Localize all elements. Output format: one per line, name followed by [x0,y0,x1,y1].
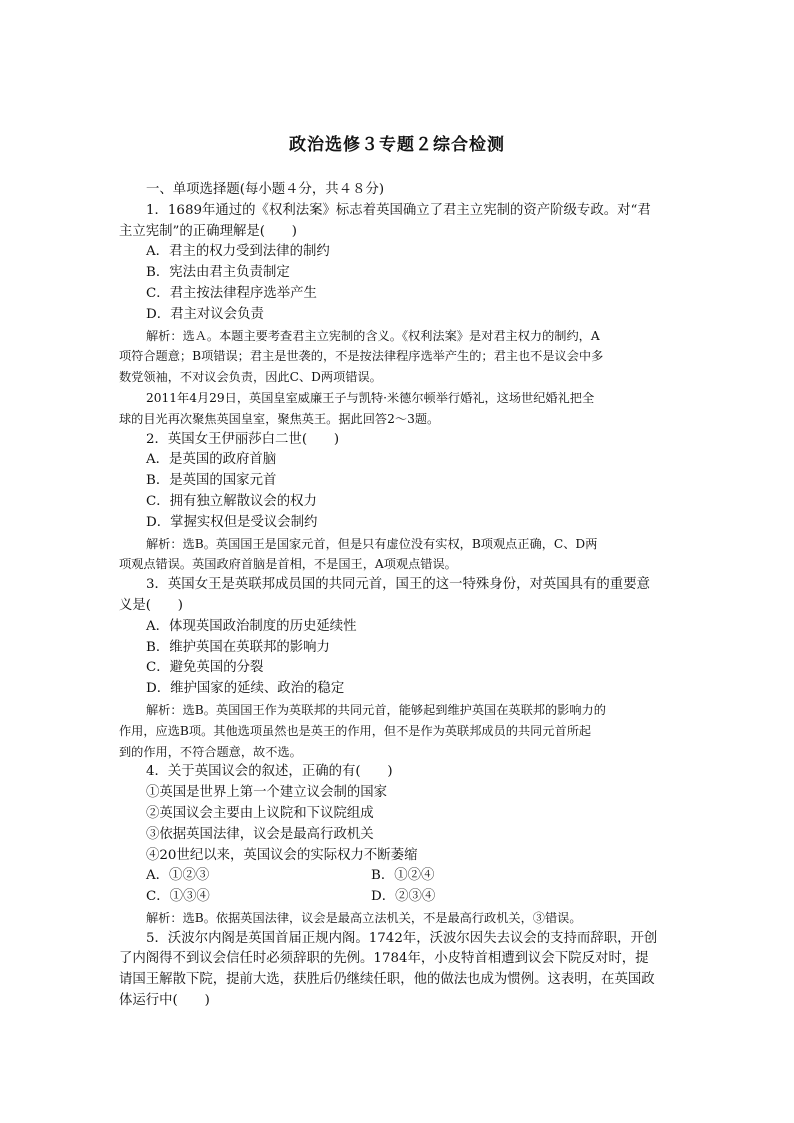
line-text: 4．关于英国议会的叙述，正确的有( ) [146,764,393,780]
line-text: 解析：选B。依据英国法律，议会是最高立法机关，不是最高行政机关，③错误。 [146,910,582,925]
line-text: ③依据英国法律，议会是最高行政机关 [146,826,374,842]
text-line [119,575,675,596]
text-line [119,450,675,471]
text-line [119,284,675,305]
text-line [119,596,675,617]
option-item: B．①②④ [371,868,435,884]
explanation-line [119,326,675,347]
text-line [119,658,675,679]
line-text: 解析：选Ａ。本题主要考查君主立宪制的含义。《权利法案》是对君主权力的制约，A [146,328,600,343]
explanation-line [119,554,675,575]
document-body [119,180,675,1012]
option-row [119,866,675,887]
text-line [119,430,675,451]
line-text: 2．英国女王伊丽莎白二世( ) [146,431,340,447]
explanation-line [119,908,675,929]
line-text: B．维护英国在英联邦的影响力 [146,639,330,655]
text-line [119,242,675,263]
line-text: 义是( ) [119,597,184,613]
line-text: B．是英国的国家元首 [146,473,277,489]
line-text: C．拥有独立解散议会的权力 [146,493,317,509]
line-text: 解析：选B。英国国王是国家元首，但是只有虚位没有实权，B项观点正确，C、D两 [146,536,598,551]
text-line [119,846,675,867]
line-text: 2011年4月29日，英国皇室威廉王子与凯特·米德尔顿举行婚礼，这场世纪婚礼把全 [146,390,595,405]
line-text: ④20世纪以来，英国议会的实际权力不断萎缩 [146,847,418,863]
explanation-line [119,388,675,409]
option-item: C．①③④ [146,889,210,905]
line-text: 3．英国女王是英联邦成员国的共同元首，国王的这一特殊身份，对英国具有的重要意 [146,577,650,593]
option-item: A．①②③ [146,868,210,884]
text-line [119,762,675,783]
explanation-line [119,534,675,555]
line-text: 5．沃波尔内阁是英国首届正规内阁。1742年，沃波尔因失去议会的支持而辞职，开创 [146,930,658,946]
text-line [119,513,675,534]
line-text: 体运行中( ) [119,993,210,1009]
line-text: ②英国议会主要由上议院和下议院组成 [146,805,374,821]
text-line [119,617,675,638]
explanation-line [119,367,675,388]
line-text: ①英国是世界上第一个建立议会制的国家 [146,785,388,801]
line-text: D．维护国家的延续、政治的稳定 [146,681,345,697]
page-title: 政治选修３专题２综合检测 [289,135,505,155]
line-text: B．宪法由君主负责制定 [146,265,290,281]
text-line [119,201,675,222]
line-text: 项观点错误。英国政府首脑是首相，不是国王，A项观点错误。 [119,557,457,572]
line-text: D．掌握实权但是受议会制约 [146,514,318,530]
line-text: 项符合题意；B项错误；君主是世袭的，不是按法律程序选举产生的；君主也不是议会中多 [119,349,604,364]
line-text: 请国王解散下院，提前大选，获胜后仍继续任职，他的做法也成为惯例。这表明，在英国政 [119,972,655,988]
line-text: C．君主按法律程序选举产生 [146,285,317,301]
line-text: A．君主的权力受到法律的制约 [146,244,330,260]
explanation-line [119,346,675,367]
text-line [119,222,675,243]
text-line [119,180,675,201]
line-text: D．君主对议会负责 [146,306,264,322]
text-line [119,263,675,284]
line-text: C．避免英国的分裂 [146,660,264,676]
option-row [119,887,675,908]
line-text: 主立宪制”的正确理解是( ) [119,223,297,239]
line-text: 到的作用，不符合题意，故不选。 [119,744,302,759]
text-line [119,783,675,804]
option-item: D．②③④ [371,889,436,905]
line-text: 一、单项选择题(每小题４分，共４８分) [146,182,385,197]
explanation-line [119,721,675,742]
line-text: A．是英国的政府首脑 [146,452,277,468]
line-text: 数党领袖，不对议会负责，因此C、D两项错误。 [119,370,382,385]
line-text: A．体现英国政治制度的历史延续性 [146,618,357,634]
line-text: 作用，应选B项。其他选项虽然也是英王的作用，但不是作为英联邦成员的共同元首所起 [119,723,592,738]
line-text: 了内阁得不到议会信任时必须辞职的先例。1784年，小皮特首相遭到议会下院反对时，提 [119,951,649,967]
line-text: 解析：选B。英国国王作为英联邦的共同元首，能够起到维护英国在英联邦的影响力的 [146,702,606,717]
explanation-line [119,700,675,721]
text-line [119,492,675,513]
text-line [119,949,675,970]
explanation-line [119,409,675,430]
text-line [119,638,675,659]
text-line [119,471,675,492]
text-line [119,679,675,700]
line-text: 1．1689年通过的《权利法案》标志着英国确立了君主立宪制的资产阶级专政。对“君 [146,202,651,218]
line-text: 球的目光再次聚焦英国皇室，聚焦英王。据此回答2～3题。 [119,411,440,426]
text-line [119,991,675,1012]
explanation-line [119,742,675,763]
text-line [119,970,675,991]
text-line [119,305,675,326]
text-line [119,825,675,846]
text-line [119,804,675,825]
text-line [119,929,675,950]
